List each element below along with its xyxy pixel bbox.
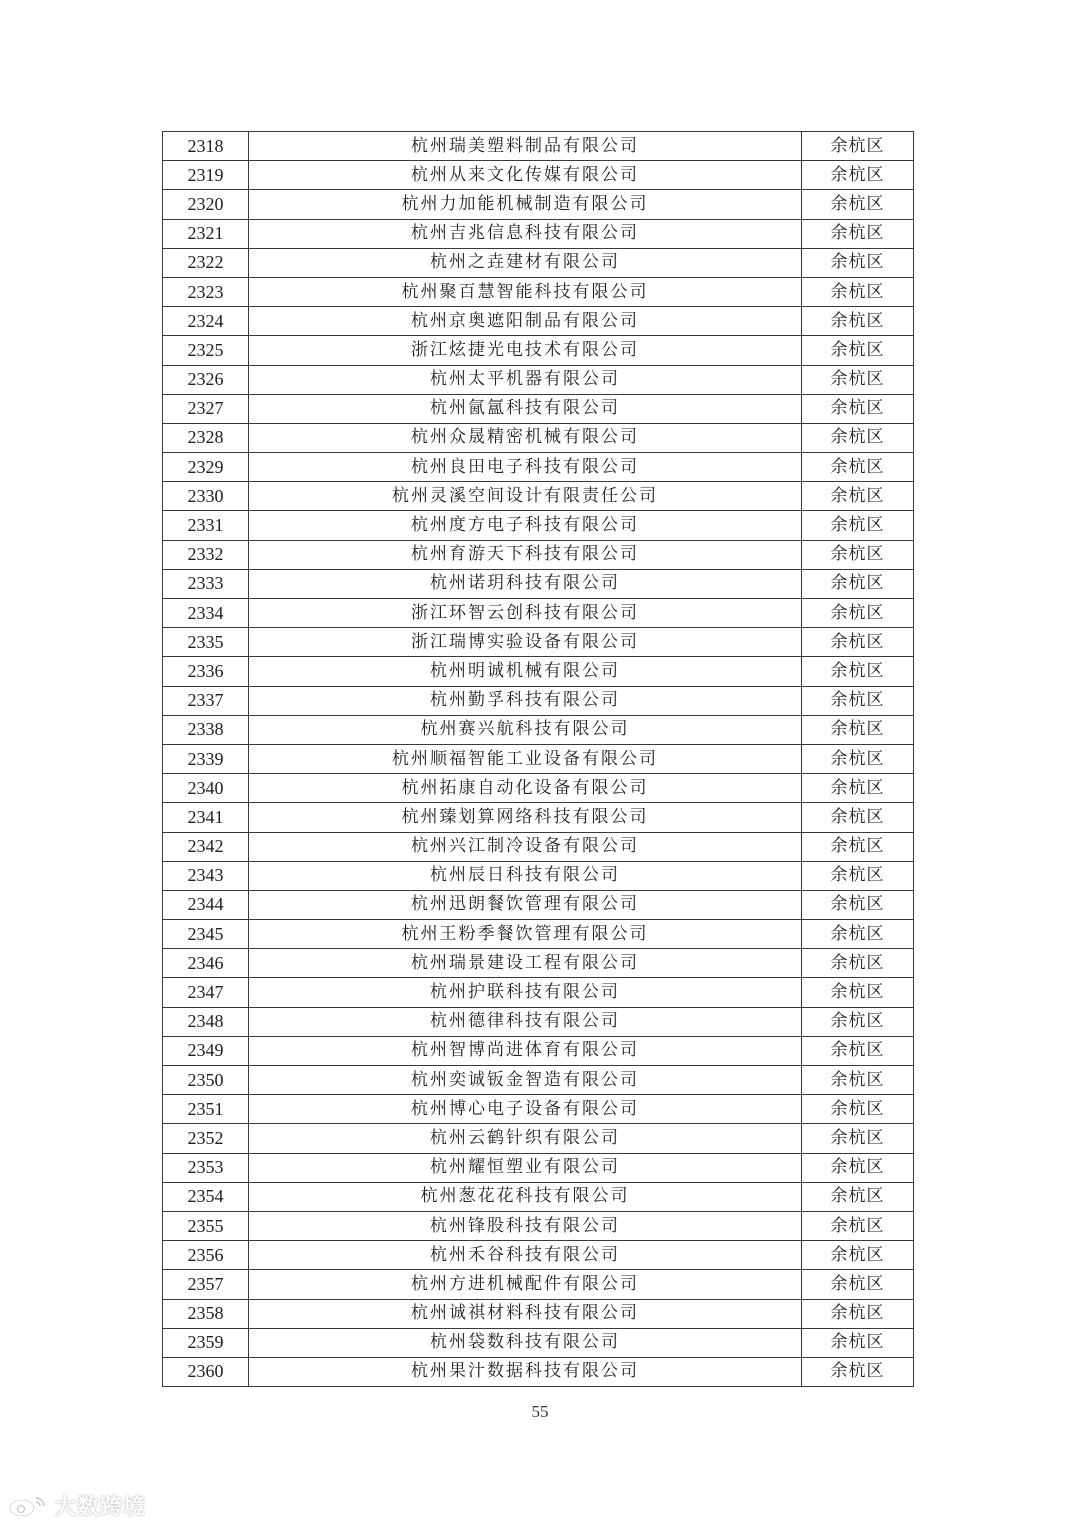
row-number-cell: 2333 xyxy=(163,569,249,598)
company-name-cell: 杭州勤孚科技有限公司 xyxy=(249,686,802,715)
table-row xyxy=(163,599,914,628)
row-number-cell: 2348 xyxy=(163,1007,249,1036)
table-row xyxy=(163,132,914,161)
district-cell: 余杭区 xyxy=(802,365,914,394)
table-row xyxy=(163,453,914,482)
row-number-cell: 2341 xyxy=(163,803,249,832)
company-table xyxy=(162,131,914,1387)
table-row xyxy=(163,1066,914,1095)
table-row xyxy=(163,657,914,686)
table-row xyxy=(163,1182,914,1211)
district-cell: 余杭区 xyxy=(802,453,914,482)
table-row xyxy=(163,1357,914,1386)
district-cell: 余杭区 xyxy=(802,1036,914,1065)
table-row xyxy=(163,978,914,1007)
company-name-cell: 杭州之垚建材有限公司 xyxy=(249,248,802,277)
row-number-cell: 2339 xyxy=(163,744,249,773)
company-name-cell: 杭州灵溪空间设计有限责任公司 xyxy=(249,482,802,511)
table-row xyxy=(163,1124,914,1153)
company-name-cell: 杭州吉兆信息科技有限公司 xyxy=(249,219,802,248)
company-name-cell: 杭州方进机械配件有限公司 xyxy=(249,1270,802,1299)
district-cell: 余杭区 xyxy=(802,248,914,277)
row-number-cell: 2322 xyxy=(163,248,249,277)
district-cell: 余杭区 xyxy=(802,336,914,365)
row-number-cell: 2355 xyxy=(163,1211,249,1240)
company-name-cell: 杭州智博尚进体育有限公司 xyxy=(249,1036,802,1065)
table-row xyxy=(163,1153,914,1182)
table-row xyxy=(163,482,914,511)
district-cell: 余杭区 xyxy=(802,774,914,803)
table-row xyxy=(163,1095,914,1124)
district-cell: 余杭区 xyxy=(802,540,914,569)
table-row xyxy=(163,190,914,219)
company-name-cell: 杭州良田电子科技有限公司 xyxy=(249,453,802,482)
table-body xyxy=(163,132,914,1387)
row-number-cell: 2354 xyxy=(163,1182,249,1211)
row-number-cell: 2332 xyxy=(163,540,249,569)
row-number-cell: 2329 xyxy=(163,453,249,482)
company-name-cell: 杭州德律科技有限公司 xyxy=(249,1007,802,1036)
row-number-cell: 2347 xyxy=(163,978,249,1007)
district-cell: 余杭区 xyxy=(802,1124,914,1153)
row-number-cell: 2346 xyxy=(163,949,249,978)
district-cell: 余杭区 xyxy=(802,920,914,949)
row-number-cell: 2327 xyxy=(163,394,249,423)
row-number-cell: 2321 xyxy=(163,219,249,248)
row-number-cell: 2324 xyxy=(163,307,249,336)
row-number-cell: 2330 xyxy=(163,482,249,511)
company-name-cell: 杭州明诚机械有限公司 xyxy=(249,657,802,686)
table-row xyxy=(163,1007,914,1036)
row-number-cell: 2320 xyxy=(163,190,249,219)
district-cell: 余杭区 xyxy=(802,1095,914,1124)
table-row xyxy=(163,628,914,657)
table-row xyxy=(163,569,914,598)
table-row xyxy=(163,336,914,365)
district-cell: 余杭区 xyxy=(802,715,914,744)
table-row xyxy=(163,774,914,803)
table-row xyxy=(163,540,914,569)
table-row xyxy=(163,920,914,949)
table-row xyxy=(163,511,914,540)
row-number-cell: 2328 xyxy=(163,423,249,452)
watermark-text: 大数跨境 xyxy=(54,1495,147,1520)
district-cell: 余杭区 xyxy=(802,1299,914,1328)
company-name-cell: 杭州辰日科技有限公司 xyxy=(249,861,802,890)
row-number-cell: 2359 xyxy=(163,1328,249,1357)
row-number-cell: 2356 xyxy=(163,1241,249,1270)
row-number-cell: 2345 xyxy=(163,920,249,949)
district-cell: 余杭区 xyxy=(802,832,914,861)
company-name-cell: 杭州迅朗餐饮管理有限公司 xyxy=(249,890,802,919)
district-cell: 余杭区 xyxy=(802,161,914,190)
row-number-cell: 2353 xyxy=(163,1153,249,1182)
company-name-cell: 杭州果汁数据科技有限公司 xyxy=(249,1357,802,1386)
district-cell: 余杭区 xyxy=(802,1270,914,1299)
district-cell: 余杭区 xyxy=(802,803,914,832)
district-cell: 余杭区 xyxy=(802,307,914,336)
district-cell: 余杭区 xyxy=(802,1328,914,1357)
row-number-cell: 2318 xyxy=(163,132,249,161)
district-cell: 余杭区 xyxy=(802,978,914,1007)
table-row xyxy=(163,277,914,306)
district-cell: 余杭区 xyxy=(802,890,914,919)
row-number-cell: 2357 xyxy=(163,1270,249,1299)
company-name-cell: 杭州博心电子设备有限公司 xyxy=(249,1095,802,1124)
company-name-cell: 杭州瑞美塑料制品有限公司 xyxy=(249,132,802,161)
district-cell: 余杭区 xyxy=(802,744,914,773)
table-row xyxy=(163,1241,914,1270)
row-number-cell: 2342 xyxy=(163,832,249,861)
district-cell: 余杭区 xyxy=(802,599,914,628)
district-cell: 余杭区 xyxy=(802,1241,914,1270)
company-name-cell: 杭州育游天下科技有限公司 xyxy=(249,540,802,569)
row-number-cell: 2319 xyxy=(163,161,249,190)
company-name-cell: 杭州度方电子科技有限公司 xyxy=(249,511,802,540)
company-name-cell: 杭州顺福智能工业设备有限公司 xyxy=(249,744,802,773)
company-name-cell: 杭州聚百慧智能科技有限公司 xyxy=(249,277,802,306)
table-row xyxy=(163,248,914,277)
table-row xyxy=(163,715,914,744)
table-row xyxy=(163,803,914,832)
district-cell: 余杭区 xyxy=(802,628,914,657)
company-name-cell: 杭州京奥遮阳制品有限公司 xyxy=(249,307,802,336)
district-cell: 余杭区 xyxy=(802,394,914,423)
company-name-cell: 杭州太平机器有限公司 xyxy=(249,365,802,394)
watermark xyxy=(8,1490,146,1521)
district-cell: 余杭区 xyxy=(802,686,914,715)
district-cell: 余杭区 xyxy=(802,949,914,978)
company-name-cell: 浙江炫捷光电技术有限公司 xyxy=(249,336,802,365)
table-row xyxy=(163,423,914,452)
row-number-cell: 2344 xyxy=(163,890,249,919)
district-cell: 余杭区 xyxy=(802,1211,914,1240)
table-row xyxy=(163,365,914,394)
table-row xyxy=(163,161,914,190)
district-cell: 余杭区 xyxy=(802,511,914,540)
company-name-cell: 杭州袋数科技有限公司 xyxy=(249,1328,802,1357)
row-number-cell: 2331 xyxy=(163,511,249,540)
table-row xyxy=(163,686,914,715)
company-name-cell: 杭州兴江制冷设备有限公司 xyxy=(249,832,802,861)
district-cell: 余杭区 xyxy=(802,482,914,511)
table-row xyxy=(163,1036,914,1065)
district-cell: 余杭区 xyxy=(802,423,914,452)
company-name-cell: 杭州赛兴航科技有限公司 xyxy=(249,715,802,744)
company-name-cell: 杭州奕诚钣金智造有限公司 xyxy=(249,1066,802,1095)
company-name-cell: 杭州从来文化传媒有限公司 xyxy=(249,161,802,190)
company-name-cell: 杭州拓康自动化设备有限公司 xyxy=(249,774,802,803)
company-name-cell: 杭州葱花花科技有限公司 xyxy=(249,1182,802,1211)
company-name-cell: 杭州瑞景建设工程有限公司 xyxy=(249,949,802,978)
district-cell: 余杭区 xyxy=(802,1357,914,1386)
district-cell: 余杭区 xyxy=(802,569,914,598)
row-number-cell: 2334 xyxy=(163,599,249,628)
table-row xyxy=(163,861,914,890)
company-name-cell: 杭州氤氲科技有限公司 xyxy=(249,394,802,423)
row-number-cell: 2336 xyxy=(163,657,249,686)
weibo-icon xyxy=(8,1494,48,1518)
row-number-cell: 2325 xyxy=(163,336,249,365)
row-number-cell: 2343 xyxy=(163,861,249,890)
row-number-cell: 2340 xyxy=(163,774,249,803)
table-row xyxy=(163,1211,914,1240)
district-cell: 余杭区 xyxy=(802,1066,914,1095)
company-name-cell: 杭州臻划算网络科技有限公司 xyxy=(249,803,802,832)
row-number-cell: 2338 xyxy=(163,715,249,744)
row-number-cell: 2358 xyxy=(163,1299,249,1328)
district-cell: 余杭区 xyxy=(802,1153,914,1182)
district-cell: 余杭区 xyxy=(802,219,914,248)
district-cell: 余杭区 xyxy=(802,1007,914,1036)
row-number-cell: 2352 xyxy=(163,1124,249,1153)
company-name-cell: 杭州护联科技有限公司 xyxy=(249,978,802,1007)
district-cell: 余杭区 xyxy=(802,1182,914,1211)
row-number-cell: 2326 xyxy=(163,365,249,394)
row-number-cell: 2360 xyxy=(163,1357,249,1386)
company-name-cell: 杭州禾谷科技有限公司 xyxy=(249,1241,802,1270)
district-cell: 余杭区 xyxy=(802,277,914,306)
row-number-cell: 2323 xyxy=(163,277,249,306)
table-row xyxy=(163,394,914,423)
page-number: 55 xyxy=(531,1402,549,1421)
district-cell: 余杭区 xyxy=(802,190,914,219)
company-name-cell: 杭州诚祺材料科技有限公司 xyxy=(249,1299,802,1328)
company-name-cell: 杭州耀恒塑业有限公司 xyxy=(249,1153,802,1182)
table-row xyxy=(163,890,914,919)
company-name-cell: 杭州王粉季餐饮管理有限公司 xyxy=(249,920,802,949)
district-cell: 余杭区 xyxy=(802,861,914,890)
row-number-cell: 2335 xyxy=(163,628,249,657)
table-row xyxy=(163,832,914,861)
table-row xyxy=(163,1328,914,1357)
company-name-cell: 杭州力加能机械制造有限公司 xyxy=(249,190,802,219)
district-cell: 余杭区 xyxy=(802,132,914,161)
company-name-cell: 杭州云鹤针织有限公司 xyxy=(249,1124,802,1153)
company-name-cell: 杭州众晟精密机械有限公司 xyxy=(249,423,802,452)
row-number-cell: 2337 xyxy=(163,686,249,715)
table-row xyxy=(163,744,914,773)
company-name-cell: 杭州锋股科技有限公司 xyxy=(249,1211,802,1240)
table-row xyxy=(163,1299,914,1328)
company-name-cell: 浙江环智云创科技有限公司 xyxy=(249,599,802,628)
district-cell: 余杭区 xyxy=(802,657,914,686)
row-number-cell: 2351 xyxy=(163,1095,249,1124)
company-name-cell: 杭州诺玥科技有限公司 xyxy=(249,569,802,598)
company-name-cell: 浙江瑞博实验设备有限公司 xyxy=(249,628,802,657)
table-row xyxy=(163,219,914,248)
row-number-cell: 2350 xyxy=(163,1066,249,1095)
row-number-cell: 2349 xyxy=(163,1036,249,1065)
table-row xyxy=(163,307,914,336)
table-row xyxy=(163,949,914,978)
table-row xyxy=(163,1270,914,1299)
